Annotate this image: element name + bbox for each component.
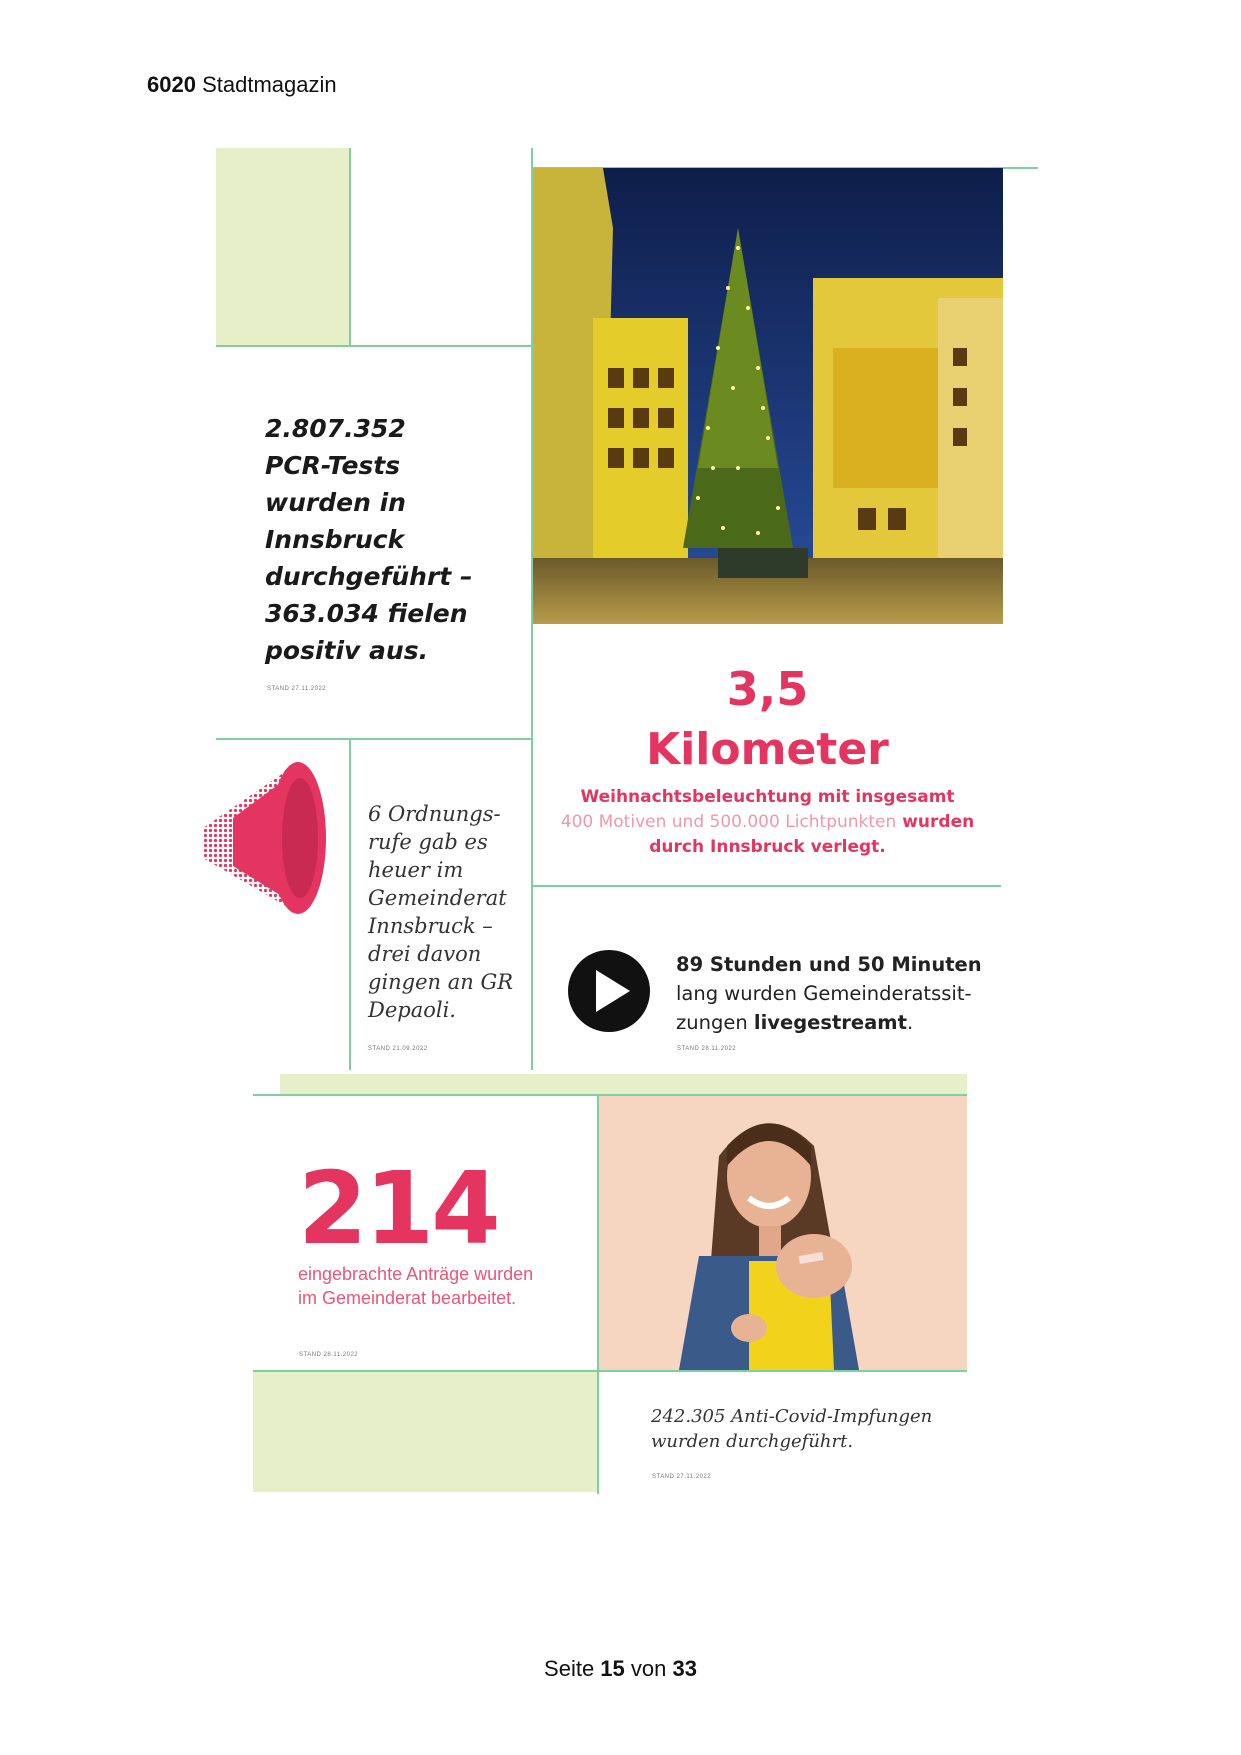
ordnung-stat-text: 6 Ordnungs- rufe gab es heuer im Gemeinderat Innsbruck – drei davon gingen an GR Depaoli. (368, 802, 514, 1022)
decor-block (253, 1372, 598, 1492)
current-page: 15 (600, 1656, 625, 1681)
lights-unit: Kilometer (646, 724, 889, 775)
grid-line (216, 738, 532, 740)
lights-description: Weihnachtsbeleuchtung mit insgesamt 400 Motiven und 500.000 Lichtpunkten wurden durch Innsbruck verlegt. (560, 787, 975, 857)
pcr-stat-text: 2.807.352 PCR-Tests wurden in Innsbruck durchgeführt – 363.034 fielen positiv aus. (265, 414, 473, 665)
ordnung-stand: STAND 21.09.2022 (368, 1046, 428, 1052)
christmas-tree-photo (533, 168, 1003, 624)
decor-block (280, 1074, 967, 1096)
play-triangle-icon (596, 970, 630, 1012)
header-number: 6020 (147, 72, 196, 97)
grid-line (253, 1370, 967, 1372)
page-footer: Seite 15 von 33 (544, 1656, 697, 1681)
antraege-number: 214 (298, 1150, 498, 1267)
antraege-text: eingebrachte Anträge wurden im Gemeinderat bearbeitet. (298, 1264, 534, 1308)
total-pages: 33 (672, 1656, 697, 1681)
lights-number: 3,5 (726, 662, 809, 716)
megaphone-icon (203, 758, 333, 918)
grid-line (349, 738, 351, 1070)
vaccinated-woman-photo (599, 1096, 967, 1370)
stream-stand: STAND 28.11.2022 (677, 1046, 737, 1052)
grid-line (531, 885, 1001, 887)
antraege-stand: STAND 28.11.2022 (299, 1352, 359, 1358)
covid-stat-text: 242.305 Anti-Covid-Impfungen wurden durchgeführt. (651, 1406, 933, 1452)
header-title: Stadtmagazin (202, 72, 337, 97)
covid-stand: STAND 27.11.2022 (652, 1474, 712, 1480)
page-header (147, 72, 337, 98)
decor-block (216, 148, 350, 346)
grid-line (216, 345, 532, 347)
grid-line (349, 148, 351, 346)
pcr-stand: STAND 27.11.2022 (267, 686, 327, 692)
stream-stat-text: 89 Stunden und 50 Minuten lang wurden Gemeinderatssit- zungen livegestreamt. (676, 953, 982, 1034)
